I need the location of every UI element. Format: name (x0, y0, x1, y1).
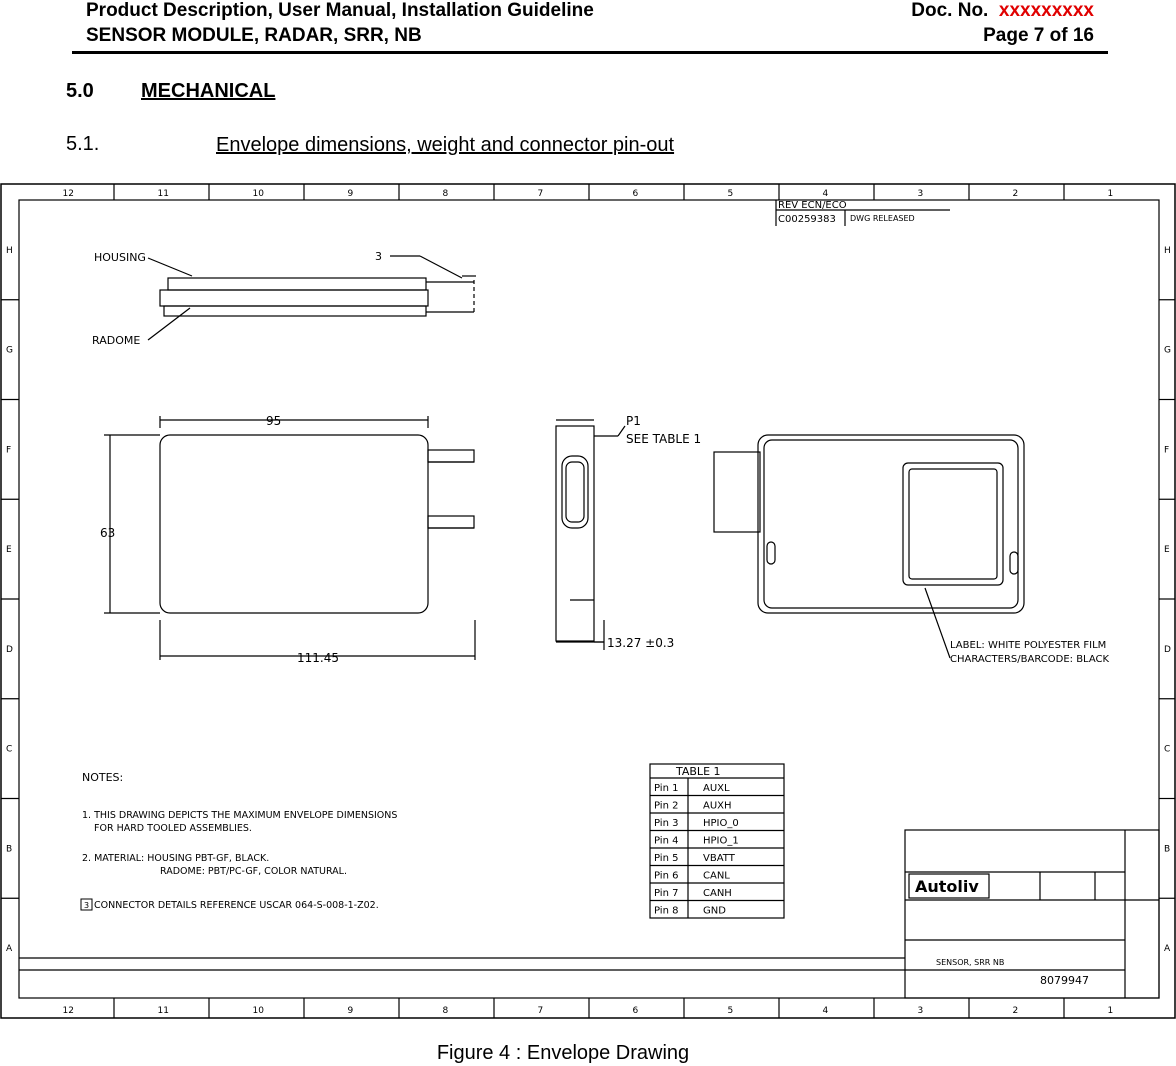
zone-row-label-left: B (6, 844, 13, 855)
note-2b: RADOME: PBT/PC-GF, COLOR NATURAL. (160, 866, 347, 877)
note-1a: 1. THIS DRAWING DEPICTS THE MAXIMUM ENVELOPE DIMENSIONS (82, 810, 398, 821)
note-2a: 2. MATERIAL: HOUSING PBT-GF, BLACK. (82, 853, 270, 864)
label-note-1: LABEL: WHITE POLYESTER FILM (950, 640, 1107, 651)
end-view (556, 420, 625, 650)
part-number: 8079947 (1040, 974, 1089, 987)
rev-number: C00259383 (778, 214, 836, 225)
zone-col-label-top: 12 (62, 189, 74, 199)
zone-col-label-bottom: 11 (157, 1006, 169, 1016)
zone-col-label-bottom: 5 (727, 1006, 734, 1016)
dim-height: 63 (100, 526, 116, 540)
zone-col-label-top: 1 (1107, 189, 1114, 199)
radome-label: RADOME (92, 334, 141, 347)
zone-row-label-right: C (1164, 744, 1171, 755)
envelope-drawing (0, 180, 1176, 1020)
zone-col-label-bottom: 2 (1012, 1006, 1019, 1016)
zone-col-label-bottom: 4 (822, 1006, 829, 1016)
zone-col-label-top: 4 (822, 189, 829, 199)
front-view (104, 416, 475, 660)
pin-signal: AUXH (703, 800, 732, 812)
zone-row-label-left: E (6, 545, 12, 556)
document-title: Product Description, User Manual, Installation Guideline (86, 0, 594, 21)
zone-row-label-right: B (1164, 844, 1171, 855)
zone-row-label-right: D (1164, 644, 1171, 655)
zone-col-label-top: 7 (537, 189, 544, 199)
zone-col-label-bottom: 8 (442, 1006, 449, 1016)
zone-col-label-bottom: 10 (252, 1006, 264, 1016)
pin-signal: GND (703, 905, 726, 917)
doc-number-value: xxxxxxxxx (998, 0, 1094, 21)
dim-overall: 111.45 (297, 651, 339, 665)
label-note-2: CHARACTERS/BARCODE: BLACK (950, 654, 1110, 665)
housing-label: HOUSING (94, 251, 146, 264)
page-number: Page 7 of 16 (983, 25, 1094, 46)
zone-col-label-top: 11 (157, 189, 169, 199)
zone-row-label-left: H (6, 245, 13, 256)
pin-number: Pin 1 (654, 783, 679, 794)
subsection-title: Envelope dimensions, weight and connector pin-out (216, 134, 675, 156)
pin-number: Pin 3 (654, 818, 679, 829)
pin-number: Pin 6 (654, 870, 679, 882)
doc-number (911, 0, 1094, 23)
pin-signal: HPIO_1 (703, 835, 739, 847)
zone-row-label-right: A (1164, 944, 1171, 955)
header-line-1 (86, 0, 1094, 23)
document-subtitle: SENSOR MODULE, RADAR, SRR, NB (86, 25, 422, 46)
pin-number: Pin 4 (654, 835, 679, 847)
figure-caption: Figure 4 : Envelope Drawing (436, 1042, 690, 1064)
zone-col-label-top: 8 (442, 189, 449, 199)
doc-number-label: Doc. No. (911, 0, 989, 21)
zone-row-label-left: A (6, 944, 13, 955)
zone-col-label-top: 6 (632, 189, 639, 199)
note-3: CONNECTOR DETAILS REFERENCE USCAR 064-S-008-1-Z02. (94, 900, 379, 911)
pin-signal: CANL (703, 870, 730, 882)
pin-number: Pin 5 (654, 853, 679, 864)
pin-number: Pin 8 (654, 905, 679, 917)
autoliv-logo: Autoliv (915, 877, 979, 896)
zone-labels (6, 189, 1171, 1016)
connector-note-ref: 3 (375, 250, 382, 263)
pin-number: Pin 2 (654, 800, 679, 812)
title-block-title: SENSOR, SRR NB (936, 958, 1005, 967)
pin-number: Pin 7 (654, 888, 679, 899)
zone-col-label-bottom: 7 (537, 1006, 544, 1016)
header-rule (72, 51, 1108, 54)
note-3-ref: 3 (84, 901, 90, 910)
pin-callout: P1 (626, 414, 641, 428)
zone-ticks (1, 184, 1175, 1018)
pin-rows (654, 783, 739, 917)
zone-col-label-top: 2 (1012, 189, 1019, 199)
see-table-note: SEE TABLE 1 (626, 432, 702, 446)
zone-col-label-bottom: 6 (632, 1006, 639, 1016)
pin-signal: AUXL (703, 783, 730, 794)
dim-thickness: 13.27 ±0.3 (607, 636, 675, 650)
zone-col-label-bottom: 1 (1107, 1006, 1114, 1016)
rear-view (714, 435, 1024, 658)
zone-row-label-left: F (6, 445, 12, 456)
pin-table-title: TABLE 1 (676, 765, 721, 778)
zone-col-label-top: 9 (347, 189, 354, 199)
dim-width: 95 (266, 414, 282, 428)
zone-col-label-top: 10 (252, 189, 264, 199)
section-heading (66, 80, 276, 103)
zone-col-label-top: 5 (727, 189, 734, 199)
rev-status: DWG RELEASED (850, 214, 915, 223)
zone-row-label-left: G (6, 345, 13, 356)
drawing-outer-frame (1, 184, 1175, 1018)
notes-title: NOTES: (82, 771, 124, 784)
zone-row-label-left: C (6, 744, 13, 755)
zone-row-label-right: G (1164, 345, 1171, 356)
zone-row-label-right: E (1164, 545, 1170, 556)
note-1b: FOR HARD TOOLED ASSEMBLIES. (94, 823, 252, 834)
pin-signal: CANH (703, 888, 732, 899)
zone-row-label-right: F (1164, 445, 1170, 456)
section-title: MECHANICAL (141, 80, 276, 102)
zone-row-label-left: D (6, 644, 13, 655)
subsection-number: 5.1. (66, 133, 100, 155)
zone-col-label-bottom: 3 (917, 1006, 924, 1016)
header-line-2 (86, 24, 1094, 48)
section-number: 5.0 (66, 80, 94, 102)
rev-label: REV ECN/ECO (778, 200, 847, 211)
zone-col-label-bottom: 9 (347, 1006, 354, 1016)
pin-signal: VBATT (703, 853, 735, 864)
zone-col-label-bottom: 12 (62, 1006, 74, 1016)
zone-col-label-top: 3 (917, 189, 924, 199)
pin-signal: HPIO_0 (703, 818, 739, 829)
side-view (148, 256, 476, 340)
zone-row-label-right: H (1164, 245, 1171, 256)
